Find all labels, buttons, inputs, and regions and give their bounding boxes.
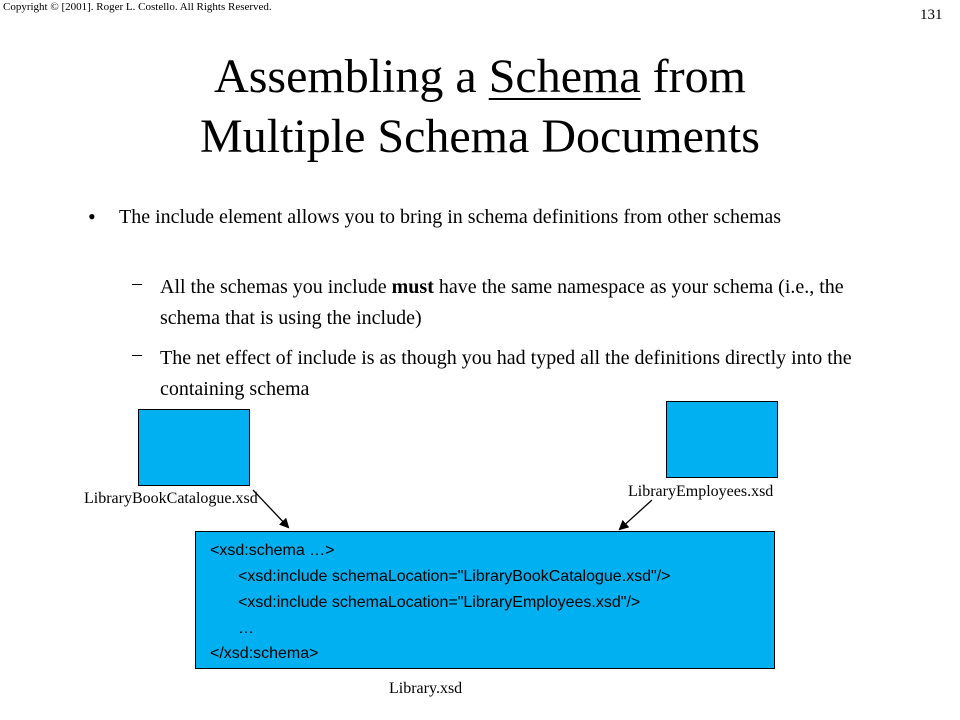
library-book-catalogue-label: LibraryBookCatalogue.xsd [84,490,258,507]
code-line-5: </xsd:schema> [210,645,319,662]
dash-icon: – [132,272,142,294]
library-schema-box [195,531,775,669]
dash-icon: – [132,343,142,365]
title-part1: Assembling a [214,50,489,103]
bullet-icon: • [88,204,96,229]
library-xsd-label: Library.xsd [389,680,463,697]
sub-bullet-2: The net effect of include is as though you had typed all the definitions directly into the containing schema [160,347,852,400]
code-line-2: <xsd:include schemaLocation="LibraryBookCatalogue.xsd"/> [238,568,671,585]
sub-bullet-1-before: All the schemas you include [160,276,392,298]
code-line-3: <xsd:include schemaLocation="LibraryEmployees.xsd"/> [238,594,641,611]
main-bullet-text: The include element allows you to bring in schema definitions from other schemas [119,206,782,228]
sub-bullet-1-after: have the same namespace as your schema (i.e., the schema that is using the include) [160,276,844,329]
page-number: 131 [920,7,943,23]
title-part2: from [640,50,746,103]
library-employees-label: LibraryEmployees.xsd [628,483,774,500]
code-line-4: … [238,620,254,637]
copyright-notice: Copyright © [2001]. Roger L. Costello. All Rights Reserved. [3,1,272,13]
code-line-1: <xsd:schema …> [210,542,335,559]
title-underlined-word: Schema [488,50,641,103]
arrow-from-employees [620,500,652,529]
title-line2: Multiple Schema Documents [200,110,760,163]
sub-bullet-1-bold: must [391,276,434,298]
arrow-from-book-catalogue [253,490,288,527]
